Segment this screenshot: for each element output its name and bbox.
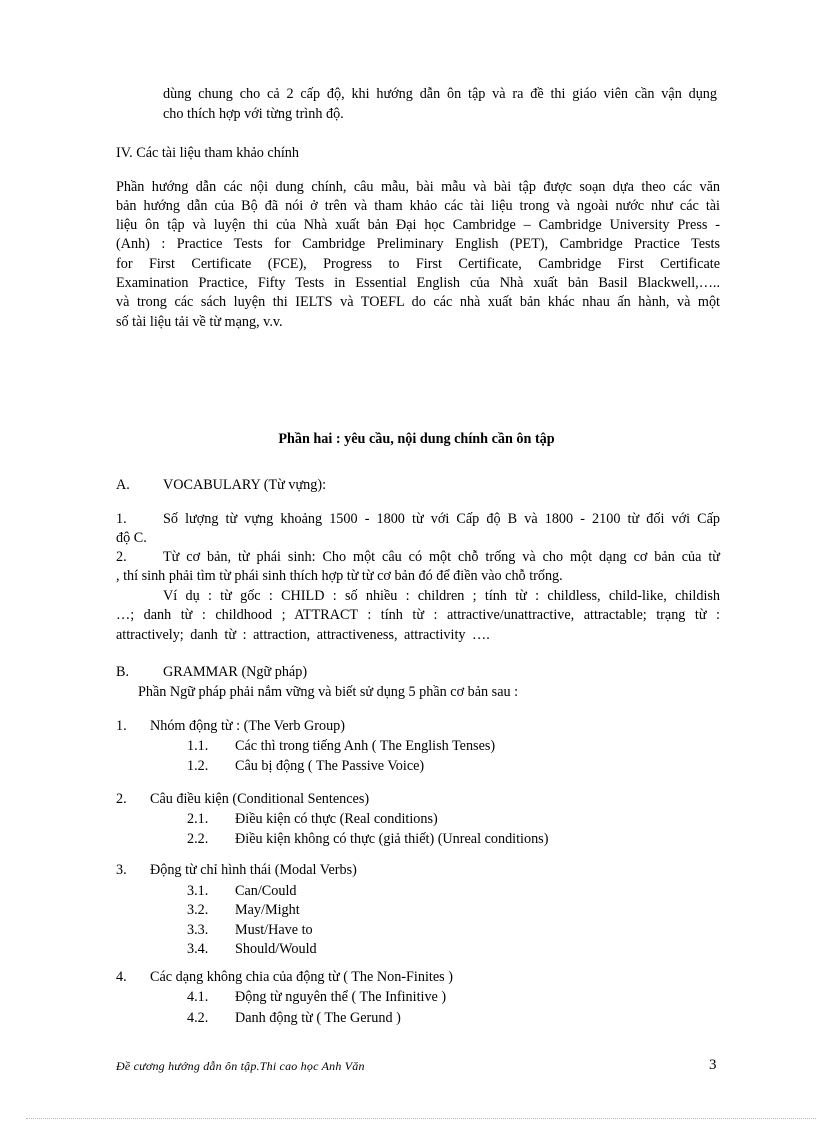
section-4-heading: IV. Các tài liệu tham khảo chính [116,145,299,161]
grammar-group-1-number: 1. [116,718,127,734]
section-4-para-line-2: bản hướng dẫn của Bộ đã nói ở trên và tham khảo các tài liệu trong và ngoài nước như các tài [116,198,720,214]
vocab-letter: A. [116,477,130,493]
vocab-item-2-line-1: Từ cơ bản, từ phái sinh: Cho một câu có một chỗ trống và cho một dạng cơ bản của từ [163,549,720,565]
grammar-group-3-title: Động từ chỉ hình thái (Modal Verbs) [150,862,357,878]
grammar-letter: B. [116,664,130,680]
grammar-item-4-2-number: 4.2. [187,1010,209,1026]
page-bottom-rule [26,1118,816,1119]
grammar-group-2-title: Câu điều kiện (Conditional Sentences) [150,791,370,807]
vocab-heading: VOCABULARY (Từ vựng): [163,477,327,493]
grammar-item-1-2-number: 1.2. [187,758,209,774]
grammar-item-3-4-text: Should/Would [235,941,317,957]
grammar-item-2-2-text: Điều kiện không có thực (giả thiết) (Unreal conditions) [235,831,549,847]
vocab-item-2-line-2: , thí sinh phải tìm từ phái sinh thích hợp từ từ cơ bản đó để điền vào chỗ trống. [116,568,563,584]
vocab-item-1-line-2: độ C. [116,530,147,546]
vocab-example-line-1: Ví dụ : từ gốc : CHILD : số nhiều : children ; tính từ : childless, child-like, childish [163,588,720,604]
grammar-item-3-1-text: Can/Could [235,883,297,899]
grammar-group-2-number: 2. [116,791,127,807]
grammar-item-1-1-number: 1.1. [187,738,209,754]
grammar-intro: Phần Ngữ pháp phải nắm vững và biết sử dụng 5 phần cơ bản sau : [138,684,519,700]
intro-line-1: dùng chung cho cả 2 cấp độ, khi hướng dẫn ôn tập và ra đề thi giáo viên cần vận dụng [163,86,717,102]
vocab-item-1-line-1: Số lượng từ vựng khoảng 1500 - 1800 từ với Cấp độ B và 1800 - 2100 từ đối với Cấp [163,511,720,527]
section-4-para-line-6: Examination Practice, Fifty Tests in Essential English của Nhà xuất bản Basil Blackwell,….. [116,275,720,291]
grammar-item-1-1-text: Các thì trong tiếng Anh ( The English Tenses) [235,738,496,754]
part-two-title: Phần hai : yêu cầu, nội dung chính cần ôn tập [278,431,555,447]
vocab-example-line-3: attractively; danh từ : attraction, attractiveness, attractivity …. [116,627,490,643]
footer-title: Đề cương hướng dẫn ôn tập.Thi cao học Anh Văn [116,1059,365,1073]
section-4-para-line-7: và trong các sách luyện thi IELTS và TOEFL do các nhà xuất bản khác nhau ấn hành, và một [116,294,720,310]
grammar-item-4-1-number: 4.1. [187,989,209,1005]
grammar-heading: GRAMMAR (Ngữ pháp) [163,664,308,680]
grammar-group-4-number: 4. [116,969,127,985]
vocab-item-1-number: 1. [116,511,127,527]
grammar-item-2-1-text: Điều kiện có thực (Real conditions) [235,811,438,827]
vocab-item-2-number: 2. [116,549,127,565]
section-4-para-line-5: for First Certificate (FCE), Progress to First Certificate, Cambridge First Certificate [116,256,720,272]
grammar-item-3-1-number: 3.1. [187,883,209,899]
grammar-item-2-1-number: 2.1. [187,811,209,827]
vocab-example-line-2: …; danh từ : childhood ; ATTRACT : tính từ : attractive/unattractive, attractable; trạng từ : [116,607,720,623]
section-4-para-line-4: (Anh) : Practice Tests for Cambridge Preliminary English (PET), Cambridge Practice Tests [116,236,720,252]
section-4-para-line-1: Phần hướng dẫn các nội dung chính, câu mẫu, bài mẫu và bài tập được soạn dựa theo các văn [116,179,720,195]
grammar-group-3-number: 3. [116,862,127,878]
grammar-group-1-title: Nhóm động từ : (The Verb Group) [150,718,345,734]
grammar-item-1-2-text: Câu bị động ( The Passive Voice) [235,758,425,774]
grammar-item-3-3-number: 3.3. [187,922,209,938]
section-4-para-line-8: số tài liệu tải về từ mạng, v.v. [116,314,283,330]
grammar-item-3-2-number: 3.2. [187,902,209,918]
grammar-group-4-title: Các dạng không chia của động từ ( The Non-Finites ) [150,969,453,985]
page-number: 3 [709,1057,717,1073]
grammar-item-3-3-text: Must/Have to [235,922,313,938]
grammar-item-3-4-number: 3.4. [187,941,209,957]
grammar-item-3-2-text: May/Might [235,902,300,918]
grammar-item-2-2-number: 2.2. [187,831,209,847]
section-4-para-line-3: liệu ôn tập và luyện thi của Nhà xuất bản Đại học Cambridge – Cambridge University Press - [116,217,720,233]
grammar-item-4-1-text: Động từ nguyên thể ( The Infinitive ) [235,989,447,1005]
intro-line-2: cho thích hợp với từng trình độ. [163,106,344,122]
grammar-item-4-2-text: Danh động từ ( The Gerund ) [235,1010,401,1026]
